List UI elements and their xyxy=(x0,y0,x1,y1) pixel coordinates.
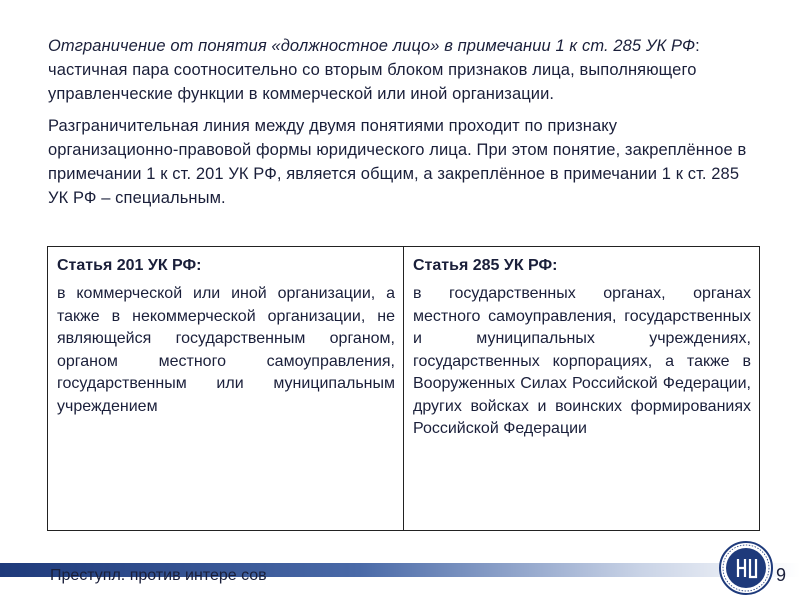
intro-text xyxy=(48,34,748,210)
intro-paragraph-1 xyxy=(48,34,748,106)
column-body: в государственных органах, органах местного самоуправления, государственных и муниципальных учреждениях, государственных корпорациях, а также в Вооруженных Силах Российской Федерации, других войсках и воинских формированиях Российской Федерации xyxy=(413,285,751,437)
column-body: в коммерческой или иной организации, а также в некоммерческой организации, не являющейся государственным органом, органом местного самоуправления, государственным или муниципальным учреждением xyxy=(57,285,395,415)
page-number: 9 xyxy=(776,565,787,585)
column-heading: Статья 285 УК РФ: xyxy=(413,257,558,274)
column-heading: Статья 201 УК РФ: xyxy=(57,257,202,274)
intro-italic-phrase: Отграничение от понятия «должностное лицо» в примечании 1 к ст. 285 УК РФ xyxy=(48,37,696,55)
comparison-table xyxy=(47,246,760,531)
footer-title: Преступл. против интере сов xyxy=(50,567,267,584)
university-seal-icon xyxy=(718,540,774,596)
intro-paragraph-2: Разграничительная линия между двумя понятиями проходит по признаку организационно-правовой формы юридического лица. При этом понятие, закреплённое в примечании 1 к ст. 201 УК РФ, является общим, а закреплённое в примечании 1 к ст. 285 УК РФ – специальным. xyxy=(48,117,747,207)
intro-rest: : частичная пара соотносительно со вторым блоком признаков лица, выполняющего управленческие функции в коммерческой или иной организации. xyxy=(48,37,700,103)
column-article-285 xyxy=(403,247,759,530)
column-article-201 xyxy=(48,247,403,530)
